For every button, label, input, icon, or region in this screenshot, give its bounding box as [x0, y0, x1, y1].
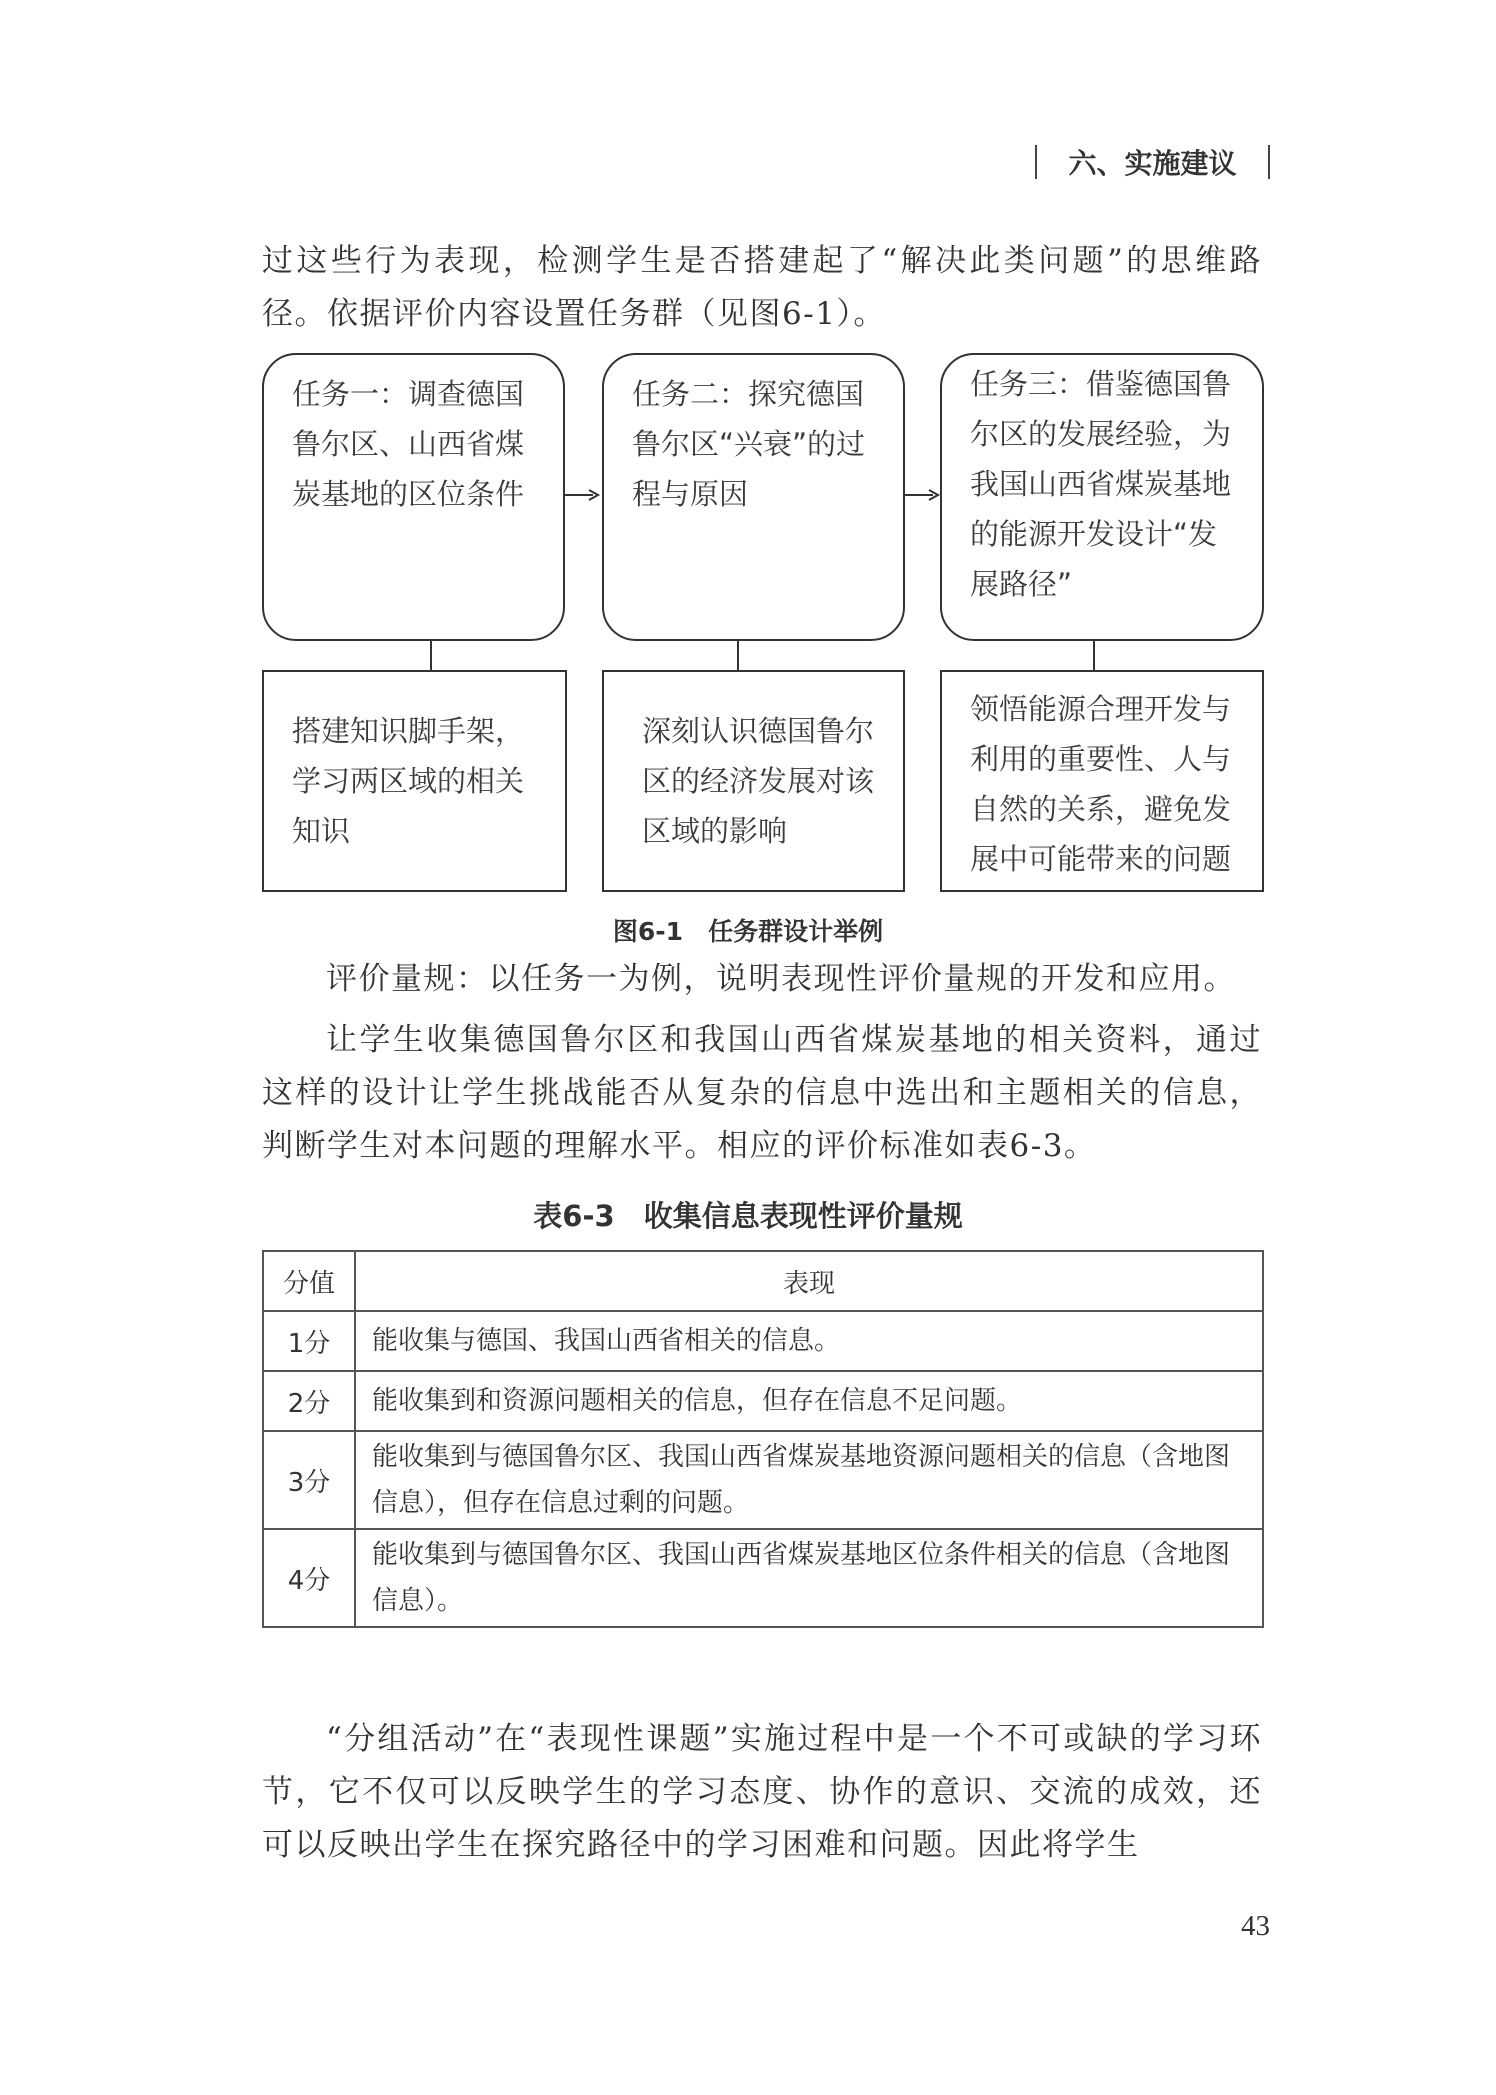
table-row — [263, 1529, 1263, 1627]
running-head — [1035, 140, 1270, 184]
figure-caption: 图6-1 任务群设计举例 — [612, 917, 884, 946]
page-number: 43 — [1241, 1910, 1270, 1942]
goal-box-1: 搭建知识脚手架，学习两区域的相关知识 — [262, 670, 567, 892]
score-cell: 4分 — [263, 1529, 355, 1627]
connector-line — [737, 641, 739, 670]
intro-paragraph: 过这些行为表现，检测学生是否搭建起了“解决此类问题”的思维路径。依据评价内容设置任务群（见图6-1）。 — [262, 243, 1262, 332]
table-row — [263, 1371, 1263, 1431]
arrow-icon — [905, 487, 943, 503]
collect-paragraph: 让学生收集德国鲁尔区和我国山西省煤炭基地的相关资料，通过这样的设计让学生挑战能否从复杂的信息中选出和主题相关的信息，判断学生对本问题的理解水平。相应的评价标准如表6-3。 — [262, 1022, 1262, 1164]
task-box-3: 任务三：借鉴德国鲁尔区的发展经验，为我国山西省煤炭基地的能源开发设计“发展路径” — [940, 353, 1264, 641]
header-performance: 表现 — [355, 1251, 1263, 1311]
desc-cell: 能收集与德国、我国山西省相关的信息。 — [355, 1311, 1263, 1371]
goal-box-2: 深刻认识德国鲁尔区的经济发展对该区域的影响 — [602, 670, 905, 892]
table-row — [263, 1311, 1263, 1371]
table-row — [263, 1431, 1263, 1529]
desc-cell: 能收集到和资源问题相关的信息，但存在信息不足问题。 — [355, 1371, 1263, 1431]
score-cell: 2分 — [263, 1371, 355, 1431]
header-divider — [1035, 145, 1037, 179]
task-box-2: 任务二：探究德国鲁尔区“兴衰”的过程与原因 — [602, 353, 905, 641]
section-title: 六、实施建议 — [1068, 147, 1237, 180]
arrow-icon — [565, 487, 603, 503]
score-cell: 3分 — [263, 1431, 355, 1529]
header-score: 分值 — [263, 1251, 355, 1311]
connector-line — [1093, 641, 1095, 670]
score-cell: 1分 — [263, 1311, 355, 1371]
rubric-intro: 评价量规：以任务一为例，说明表现性评价量规的开发和应用。 — [326, 961, 1236, 997]
goal-box-3: 领悟能源合理开发与利用的重要性、人与自然的关系，避免发展中可能带来的问题 — [940, 670, 1264, 892]
rubric-table — [262, 1250, 1264, 1628]
table-title: 表6-3 收集信息表现性评价量规 — [533, 1199, 963, 1233]
desc-cell: 能收集到与德国鲁尔区、我国山西省煤炭基地区位条件相关的信息（含地图信息）。 — [355, 1529, 1263, 1627]
task-box-1: 任务一：调查德国鲁尔区、山西省煤炭基地的区位条件 — [262, 353, 565, 641]
desc-cell: 能收集到与德国鲁尔区、我国山西省煤炭基地资源问题相关的信息（含地图信息），但存在信息过剩的问题。 — [355, 1431, 1263, 1529]
header-divider — [1268, 145, 1270, 179]
connector-line — [430, 641, 432, 670]
group-activity-paragraph: “分组活动”在“表现性课题”实施过程中是一个不可或缺的学习环节，它不仅可以反映学生的学习态度、协作的意识、交流的成效，还可以反映出学生在探究路径中的学习困难和问题。因此将学生 — [262, 1721, 1262, 1863]
table-header-row — [263, 1251, 1263, 1311]
